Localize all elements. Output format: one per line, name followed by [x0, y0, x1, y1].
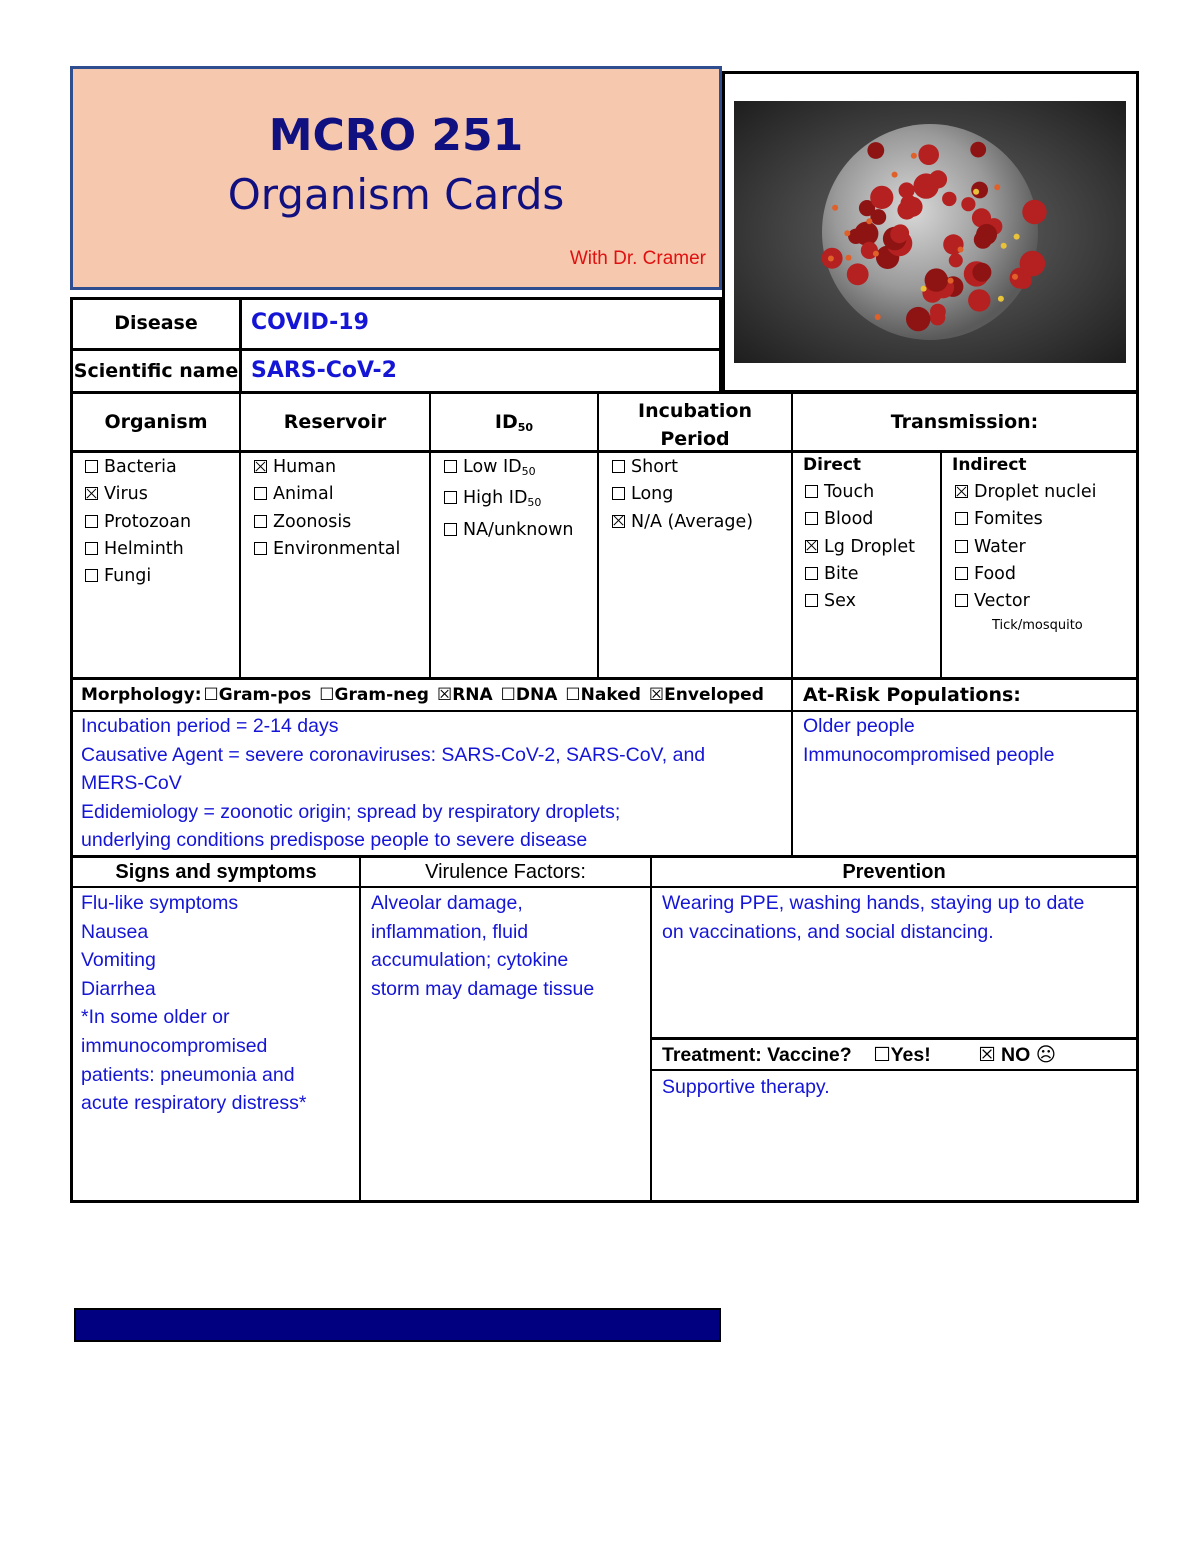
organism-header: Organism [104, 411, 208, 433]
course-title: MCRO 251 [268, 110, 524, 161]
organism-option [85, 454, 191, 481]
direct-option [805, 561, 915, 588]
signs-line: acute respiratory distress* [81, 1092, 307, 1115]
disease-label: Disease [114, 312, 198, 334]
at-risk-line: Immunocompromised people [803, 743, 1055, 766]
divider [650, 856, 652, 1202]
signs-line: Nausea [81, 920, 149, 943]
direct-option-label: Touch [824, 482, 875, 502]
id50-options [444, 454, 573, 544]
reservoir-option-label: Human [273, 457, 337, 477]
coronavirus-image [734, 101, 1126, 363]
incubation-option-label: N/A (Average) [631, 511, 754, 532]
subscript: 50 [527, 496, 542, 510]
checkbox-icon: ☐ [565, 685, 581, 705]
morphology-item-label: RNA [452, 685, 493, 705]
indirect-options [955, 479, 1096, 615]
indirect-option-label: Water [974, 536, 1026, 557]
incubation-option-label: Long [631, 484, 674, 505]
direct-option [805, 588, 915, 615]
details-text [81, 712, 705, 855]
morphology-item-label: Enveloped [664, 685, 764, 705]
morphology-item-label: Gram-neg [334, 685, 429, 705]
details-line: underlying conditions predispose people to severe disease [81, 829, 588, 852]
divider [70, 391, 1139, 394]
virulence-line: accumulation; cytokine [371, 949, 569, 972]
morphology-item-label: Naked [580, 685, 641, 705]
id50-option [444, 485, 573, 516]
virulence-text [371, 889, 594, 1003]
divider [1136, 71, 1139, 1203]
checked-box-icon [805, 540, 818, 553]
treatment-text: Supportive therapy. [662, 1076, 830, 1098]
indirect-option [955, 588, 1096, 615]
incubation-option [612, 509, 753, 536]
reservoir-option [254, 481, 400, 508]
indirect-title: Indirect [952, 455, 1027, 475]
at-risk-header: At-Risk Populations: [803, 684, 1021, 706]
checkbox-icon: ☐ [319, 685, 335, 705]
signs-line: Vomiting [81, 949, 156, 972]
indirect-option-label: Droplet nuclei [974, 482, 1097, 502]
indirect-option [955, 534, 1096, 561]
organism-option [85, 509, 191, 536]
organism-option [85, 563, 191, 590]
morphology-item-label: DNA [515, 685, 558, 705]
direct-option [805, 534, 915, 561]
no-checkbox: ☒ [978, 1043, 996, 1066]
checkbox-icon [85, 542, 98, 555]
divider [70, 886, 1139, 888]
checkbox-icon [85, 460, 98, 473]
checkbox-icon: ☐ [203, 685, 219, 705]
subscript: 50 [521, 465, 536, 478]
page-subtitle: Organism Cards [227, 170, 565, 219]
signs-line: immunocompromised [81, 1034, 268, 1057]
direct-options [805, 479, 915, 615]
id50-option-label: High ID [463, 488, 528, 509]
direct-title: Direct [803, 455, 862, 475]
details-line: Edidemiology = zoonotic origin; spread by respiratory droplets; [81, 800, 621, 823]
divider [239, 391, 241, 678]
checkbox-icon [612, 460, 625, 473]
incubation-options [612, 454, 753, 536]
checkbox-icon [444, 491, 457, 504]
direct-option-label: Bite [824, 563, 859, 584]
divider [70, 348, 722, 351]
divider [429, 391, 431, 678]
at-risk-line: Older people [803, 715, 915, 737]
divider [70, 677, 1139, 680]
virulence-header: Virulence Factors: [425, 861, 586, 883]
id50-option-label: NA/unknown [463, 519, 574, 540]
morphology-label: Morphology: [81, 685, 202, 705]
indirect-option-label: Vector [974, 591, 1030, 612]
divider [70, 297, 722, 300]
indirect-option [955, 506, 1096, 533]
checkbox-icon [254, 515, 267, 528]
indirect-option [955, 479, 1096, 506]
signs-header: Signs and symptoms [115, 861, 317, 883]
reservoir-header: Reservoir [283, 411, 387, 433]
checked-box-icon: ☒ [648, 685, 665, 705]
sad-face-icon: ☹ [1035, 1043, 1057, 1066]
divider [70, 391, 73, 1203]
reservoir-options [254, 454, 400, 563]
id50-option [444, 517, 573, 544]
disease-value: COVID-19 [251, 310, 369, 335]
indirect-option-label: Fomites [974, 509, 1043, 530]
checkbox-icon [805, 485, 818, 498]
divider [70, 1200, 1139, 1203]
checked-box-icon [254, 460, 267, 473]
checkbox-icon [955, 567, 968, 580]
checkbox-icon [85, 569, 98, 582]
divider [239, 297, 242, 394]
signs-line: patients: pneumonia and [81, 1063, 295, 1086]
organism-options [85, 454, 191, 590]
prevention-line: Wearing PPE, washing hands, staying up to date [662, 892, 1085, 914]
divider [70, 855, 1139, 858]
reservoir-option-label: Animal [273, 484, 334, 505]
checkbox-icon: ☐ [500, 685, 516, 705]
organism-option-label: Protozoan [104, 511, 192, 532]
divider [650, 1037, 1139, 1040]
instructor-label: With Dr. Cramer [569, 248, 706, 269]
morphology-item-label: Gram-pos [218, 685, 312, 705]
virulence-line: storm may damage tissue [371, 977, 595, 1000]
organism-option [85, 536, 191, 563]
virulence-line: Alveolar damage, [371, 892, 523, 914]
footer-bar [74, 1308, 721, 1342]
checkbox-icon [955, 512, 968, 525]
indirect-option [955, 561, 1096, 588]
divider [650, 1069, 1139, 1071]
direct-option-label: Lg Droplet [824, 536, 916, 557]
checkbox-icon [254, 487, 267, 500]
prevention-line: on vaccinations, and social distancing. [662, 920, 994, 943]
divider [719, 297, 722, 394]
direct-option [805, 506, 915, 533]
checked-box-icon: ☒ [436, 685, 453, 705]
checkbox-icon [955, 594, 968, 607]
checkbox-icon [612, 487, 625, 500]
signs-line: Flu-like symptoms [81, 892, 239, 914]
treatment-row [662, 1043, 1056, 1067]
checkbox-icon [805, 512, 818, 525]
organism-option-label: Fungi [104, 566, 152, 587]
checkbox-icon [805, 594, 818, 607]
virulence-line: inflammation, fluid [371, 920, 529, 943]
transmission-header: Transmission: [890, 411, 1039, 433]
scientific-name-label: Scientific name [73, 360, 239, 382]
morphology-row [81, 685, 764, 705]
checkbox-icon [955, 540, 968, 553]
incubation-option-label: Short [631, 457, 678, 477]
reservoir-option [254, 509, 400, 536]
treatment-label: Treatment: Vaccine? [662, 1044, 852, 1066]
checked-box-icon [85, 487, 98, 500]
yes-checkbox: ☐ [873, 1043, 891, 1066]
signs-line: *In some older or [81, 1006, 230, 1029]
checkbox-icon [254, 542, 267, 555]
vector-note: Tick/mosquito [992, 618, 1083, 633]
incubation-option [612, 481, 753, 508]
checked-box-icon [955, 485, 968, 498]
checkbox-icon [444, 460, 457, 473]
yes-label: Yes! [890, 1044, 931, 1066]
checkbox-icon [85, 515, 98, 528]
checkbox-icon [805, 567, 818, 580]
id50-header: $ID_{50}$ [494, 411, 534, 434]
reservoir-option-label: Zoonosis [273, 511, 352, 532]
reservoir-option [254, 454, 400, 481]
divider [791, 391, 793, 856]
divider [359, 856, 361, 1202]
organism-option-label: Virus [104, 484, 148, 505]
incubation-header: Incubation Period [638, 400, 752, 450]
scientific-name-value: SARS-CoV-2 [251, 358, 397, 383]
reservoir-option [254, 536, 400, 563]
details-line: Incubation period = 2-14 days [81, 715, 339, 737]
prevention-text [662, 889, 1084, 946]
signs-text [81, 889, 306, 1118]
organism-option [85, 481, 191, 508]
direct-option-label: Blood [824, 509, 874, 530]
incubation-option [612, 454, 753, 481]
direct-option-label: Sex [824, 591, 856, 612]
details-line: Causative Agent = severe coronaviruses: SARS-CoV-2, SARS-CoV, and [81, 743, 706, 766]
prevention-header: Prevention [842, 861, 946, 883]
no-label: NO [1001, 1044, 1031, 1066]
signs-line: Diarrhea [81, 977, 156, 1000]
reservoir-option-label: Environmental [273, 538, 401, 559]
organism-option-label: Helminth [104, 538, 184, 559]
direct-option [805, 479, 915, 506]
id50-option-label: Low ID [463, 457, 522, 477]
organism-option-label: Bacteria [104, 457, 177, 477]
indirect-option-label: Food [974, 563, 1016, 584]
details-line: MERS-CoV [81, 772, 182, 795]
checked-box-icon [612, 515, 625, 528]
divider [940, 451, 942, 678]
checkbox-icon [444, 523, 457, 536]
at-risk-text [803, 712, 1054, 769]
id50-option [444, 454, 573, 485]
